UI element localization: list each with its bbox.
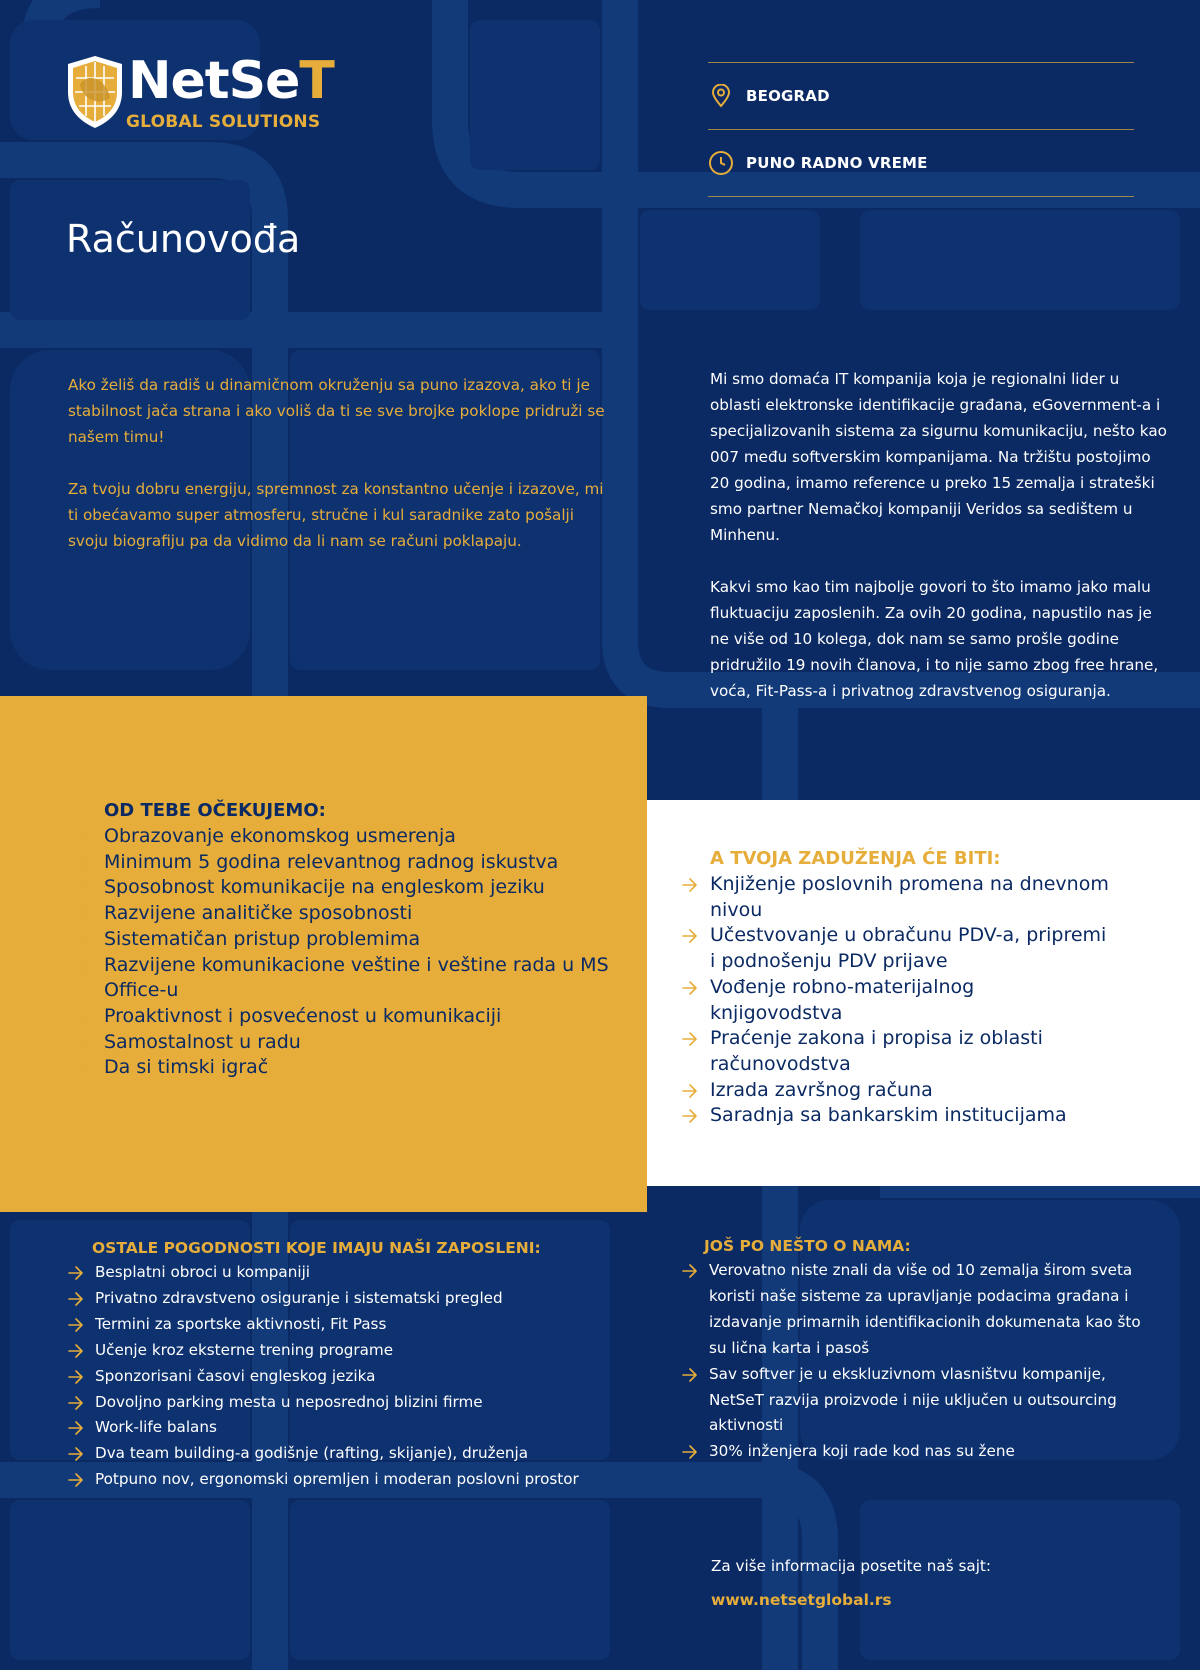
footer-text: Za više informacija posetite naš sajt: <box>711 1557 991 1575</box>
list-item-text: Work-life balans <box>95 1418 217 1437</box>
benefits-list <box>68 1260 628 1493</box>
shield-logo-icon <box>64 54 126 130</box>
list-item <box>682 1103 1112 1129</box>
list-item <box>76 901 616 927</box>
list-item-text: 30% inženjera koji rade kod nas su žene <box>709 1442 1015 1461</box>
arrow-right-icon <box>68 1312 86 1338</box>
list-item <box>682 1439 1142 1465</box>
list-item-text: Verovatno niste znali da više od 10 zemalja širom sveta koristi naše sisteme za upravljanje podacima građana i izdavanje primarnih identifikacionih dokumenata kao što su lična karta i pasoš <box>709 1261 1141 1357</box>
list-item <box>76 927 616 953</box>
list-item <box>68 1364 628 1390</box>
arrow-right-icon <box>682 975 700 1001</box>
arrow-right-icon <box>68 1260 86 1286</box>
list-item <box>68 1312 628 1338</box>
arrow-right-icon <box>76 875 94 901</box>
list-item-text: Saradnja sa bankarskim institucijama <box>710 1104 1067 1127</box>
arrow-right-icon <box>682 872 700 898</box>
list-item-text: Sponzorisani časovi engleskog jezika <box>95 1366 376 1385</box>
list-item-text: Sposobnost komunikacije na engleskom jeziku <box>104 876 545 899</box>
section-title: OSTALE POGODNOSTI KOJE IMAJU NAŠI ZAPOSLENI: <box>92 1239 541 1257</box>
list-item <box>76 1004 616 1030</box>
arrow-right-icon <box>76 953 94 979</box>
logo-wordmark: NetSeT <box>128 51 334 111</box>
list-item <box>68 1390 628 1416</box>
list-item-text: Proaktivnost i posvećenost u komunikaciji <box>104 1004 502 1027</box>
arrow-right-icon <box>76 1055 94 1081</box>
list-item <box>682 1026 1112 1077</box>
list-item-text: Razvijene analitičke sposobnosti <box>104 902 413 925</box>
list-item-text: Dva team building-a godišnje (rafting, skijanje), druženja <box>95 1444 529 1463</box>
list-item-text: Knjiženje poslovnih promena na dnevnom nivou <box>710 873 1109 921</box>
list-item-text: Vođenje robno-materijalnog knjigovodstva <box>710 975 975 1024</box>
arrow-right-icon <box>68 1441 86 1467</box>
divider <box>708 129 1134 130</box>
footer <box>711 1554 991 1612</box>
list-item <box>76 953 616 1004</box>
list-item <box>68 1286 628 1312</box>
expectations-section <box>76 798 616 1081</box>
list-item <box>76 1030 616 1056</box>
list-item-text: Besplatni obroci u kompaniji <box>95 1263 311 1281</box>
arrow-right-icon <box>76 824 94 850</box>
arrow-right-icon <box>76 1004 94 1030</box>
list-item <box>68 1338 628 1364</box>
about-list <box>682 1258 1142 1465</box>
clock-icon <box>708 150 734 176</box>
arrow-right-icon <box>682 1103 700 1129</box>
intro-paragraph: Za tvoju dobru energiju, spremnost za konstantno učenje i izazove, mi ti obećavamo super atmosferu, stručne i kul saradnike zato pošalji svoju biografiju pa da vidimo da li nam se računi poklapaju. <box>68 480 604 550</box>
divider <box>708 62 1134 63</box>
company-paragraph: Kakvi smo kao tim najbolje govori to što imamo jako malu fluktuaciju zaposlenih. Za ovih 20 godina, napustilo nas je ne više od 10 kolega, dok nam se samo prošle godine pridružilo 19 novih članova, i to nije samo zbog free hrane, voća, Fit-Pass-a i privatnog zdravstvenog osiguranja. <box>710 578 1159 700</box>
arrow-right-icon <box>682 1078 700 1104</box>
list-item <box>682 1362 1142 1440</box>
list-item-text: Obrazovanje ekonomskog usmerenja <box>104 825 456 847</box>
intro-paragraph: Ako želiš da radiš u dinamičnom okruženju sa puno izazova, ako ti je stabilnost jača strana i ako voliš da ti se sve brojke poklope pridruži se našem timu! <box>68 376 605 446</box>
list-item <box>76 1055 616 1081</box>
list-item <box>76 875 616 901</box>
arrow-right-icon <box>68 1286 86 1312</box>
list-item <box>682 872 1112 923</box>
list-item-text: Sav softver je u ekskluzivnom vlasništvu kompanije, NetSeT razvija proizvode i nije uključen u outsourcing aktivnosti <box>709 1364 1117 1435</box>
about-section <box>682 1234 1142 1465</box>
location-text: BEOGRAD <box>746 87 830 105</box>
list-item-text: Praćenje zakona i propisa iz oblasti računovodstva <box>710 1027 1043 1075</box>
arrow-right-icon <box>682 1026 700 1052</box>
work-time-row <box>708 130 1134 196</box>
intro-left <box>68 372 608 554</box>
list-item-text: Učestvovanje u obračunu PDV-a, pripremi i podnošenju PDV prijave <box>710 924 1107 973</box>
arrow-right-icon <box>76 927 94 953</box>
section-title: JOŠ PO NEŠTO O NAMA: <box>704 1237 911 1255</box>
duties-section <box>682 846 1112 1129</box>
divider <box>708 196 1134 197</box>
map-pin-icon <box>708 83 734 109</box>
work-time-text: PUNO RADNO VREME <box>746 154 928 172</box>
list-item-text: Minimum 5 godina relevantnog radnog iskustva <box>104 850 559 873</box>
list-item <box>68 1467 628 1493</box>
company-paragraph: Mi smo domaća IT kompanija koja je regionalni lider u oblasti elektronske identifikacije građana, eGovernment-a i specijalizovanih sistema za sigurnu komunikaciju, nešto kao 007 među softverskim kompanijama. Na tržištu postojimo 20 godina, imamo reference u preko 15 zemalja i strateški smo partner Nemačkoj kompaniji Veridos sa sedištem u Minhenu. <box>710 370 1167 544</box>
arrow-right-icon <box>76 1030 94 1056</box>
logo-subtitle: GLOBAL SOLUTIONS <box>126 112 321 132</box>
list-item-text: Termini za sportske aktivnosti, Fit Pass <box>95 1314 387 1333</box>
arrow-right-icon <box>76 901 94 927</box>
arrow-right-icon <box>68 1415 86 1441</box>
section-title: A TVOJA ZADUŽENJA ĆE BITI: <box>710 848 1001 869</box>
intro-right <box>710 366 1170 704</box>
list-item <box>68 1415 628 1441</box>
list-item <box>682 923 1112 974</box>
arrow-right-icon <box>68 1467 86 1493</box>
job-meta <box>708 62 1134 197</box>
job-title: Računovođa <box>66 217 301 261</box>
list-item <box>682 975 1112 1026</box>
arrow-right-icon <box>682 1258 700 1284</box>
list-item-text: Potpuno nov, ergonomski opremljen i moderan poslovni prostor <box>95 1470 579 1489</box>
duties-list <box>682 872 1112 1129</box>
list-item-text: Razvijene komunikacione veštine i veštine rada u MS Office-u <box>104 953 609 1002</box>
arrow-right-icon <box>68 1390 86 1416</box>
list-item <box>68 1260 628 1286</box>
benefits-section <box>68 1236 628 1493</box>
company-logo <box>64 51 354 134</box>
list-item-text: Samostalnost u radu <box>104 1030 301 1053</box>
list-item <box>76 850 616 876</box>
list-item <box>68 1441 628 1467</box>
list-item <box>682 1258 1142 1362</box>
location-row <box>708 63 1134 129</box>
website-link[interactable]: www.netsetglobal.rs <box>711 1591 892 1609</box>
arrow-right-icon <box>76 850 94 876</box>
section-title: OD TEBE OČEKUJEMO: <box>104 800 326 821</box>
arrow-right-icon <box>68 1364 86 1390</box>
arrow-right-icon <box>682 923 700 949</box>
arrow-right-icon <box>68 1338 86 1364</box>
expectations-list <box>76 824 616 1081</box>
list-item <box>76 824 616 850</box>
list-item <box>682 1078 1112 1104</box>
list-item-text: Učenje kroz eksterne trening programe <box>95 1340 394 1359</box>
list-item-text: Privatno zdravstveno osiguranje i sistematski pregled <box>95 1288 503 1307</box>
list-item-text: Sistematičan pristup problemima <box>104 927 421 950</box>
list-item-text: Da si timski igrač <box>104 1056 269 1079</box>
list-item-text: Izrada završnog računa <box>710 1078 933 1101</box>
list-item-text: Dovoljno parking mesta u neposrednoj blizini firme <box>95 1392 483 1411</box>
arrow-right-icon <box>682 1362 700 1388</box>
arrow-right-icon <box>682 1439 700 1465</box>
